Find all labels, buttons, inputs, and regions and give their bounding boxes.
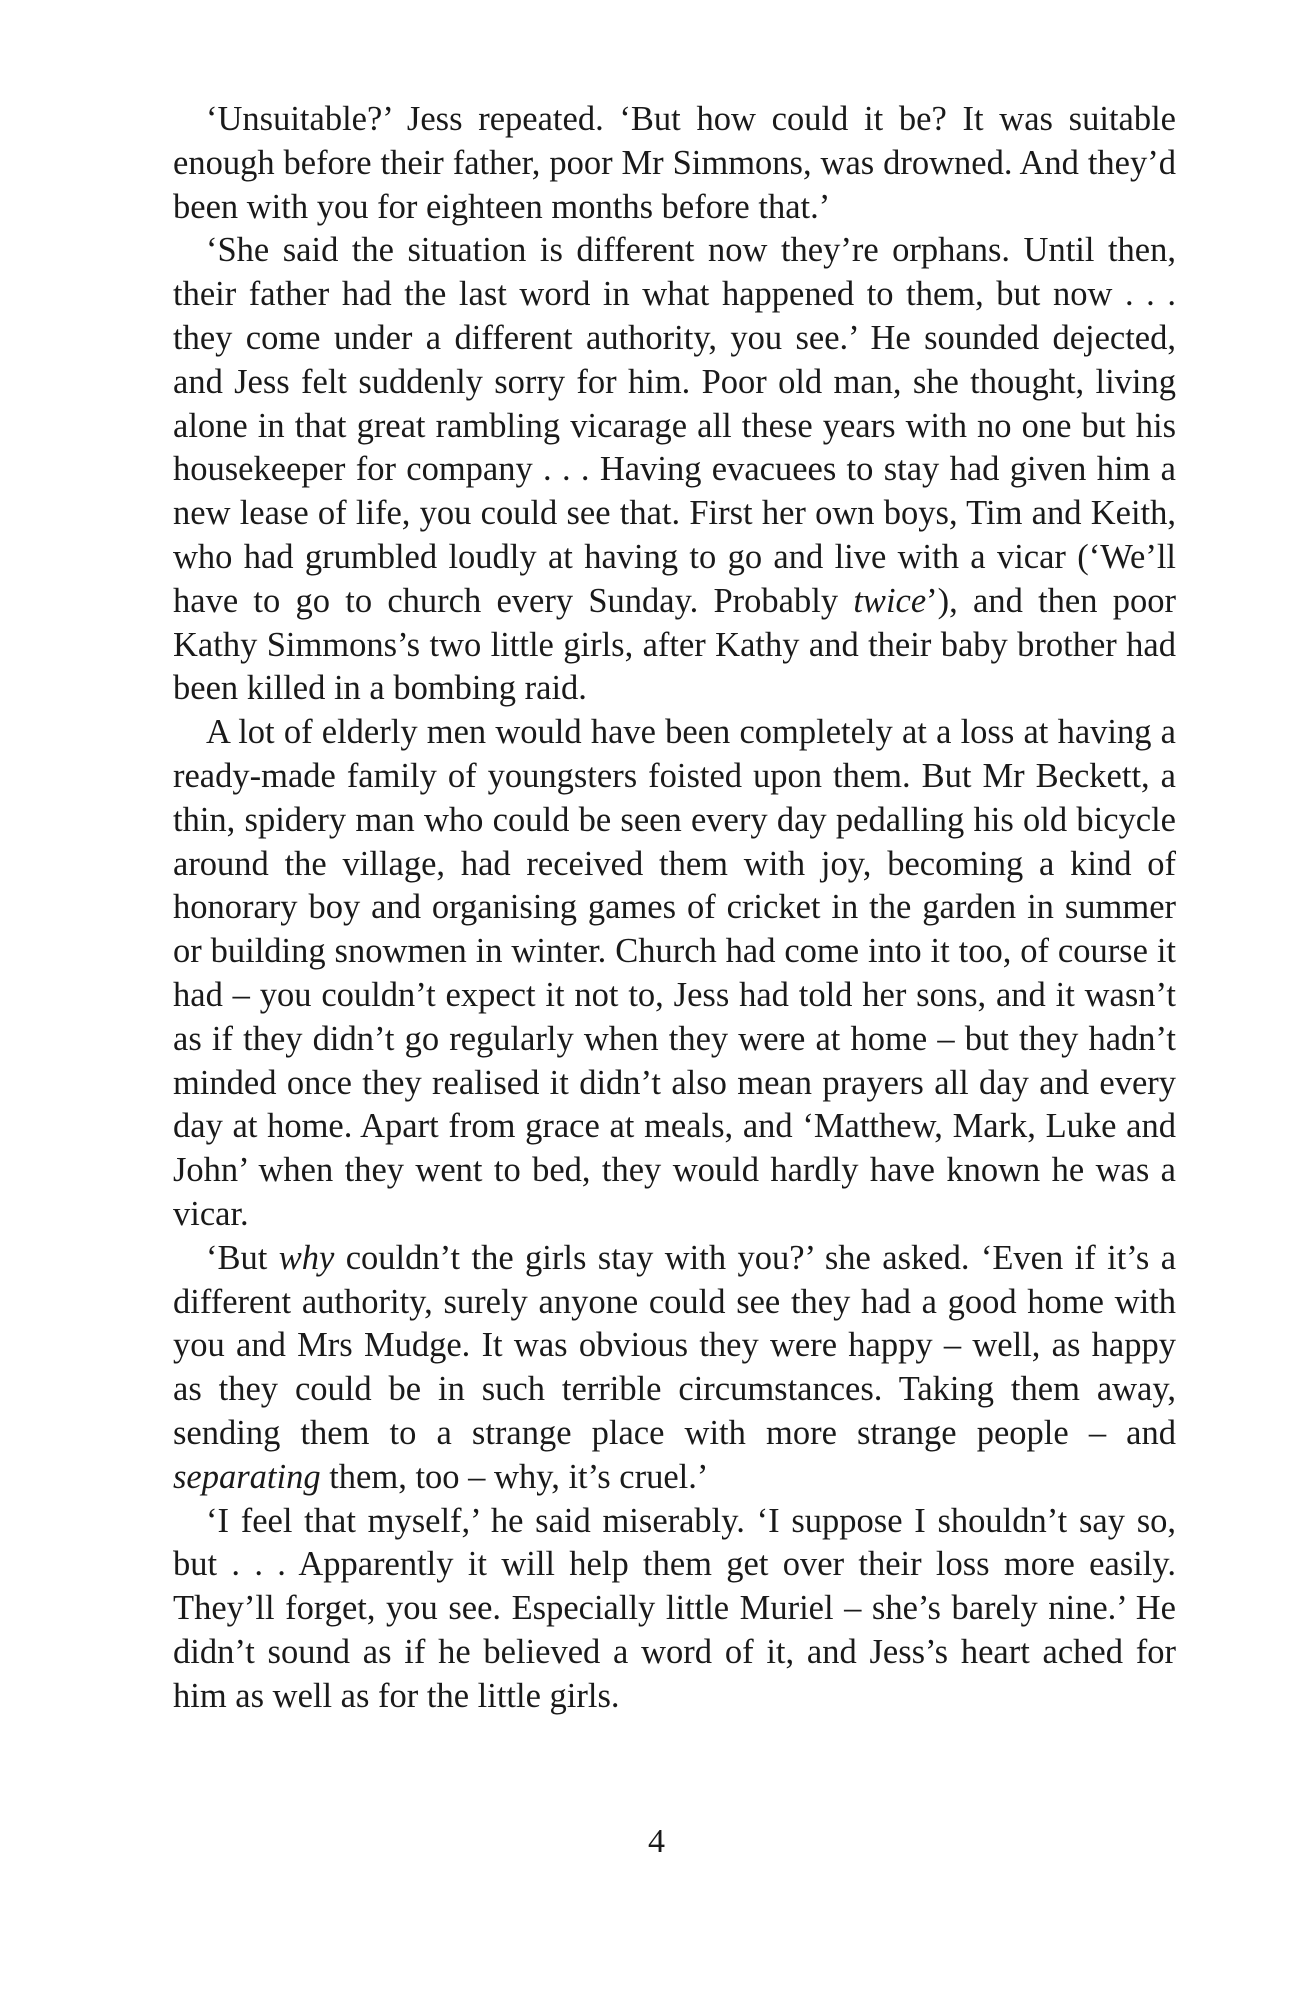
text-run: ‘I feel that myself,’ he said miserably. ‘I suppose I shouldn’t say so, but . . . Apparently it will help them get over their loss more easily. They’ll forget, you see. Especially little Muriel – she’s barely nine.’ He didn’t sound as if he believed a word of it, and Jess’s heart ached for him as well as for the little girls. [173, 1501, 1176, 1715]
text-run: ‘But [206, 1238, 279, 1277]
body-text [173, 98, 1176, 1718]
text-run: ‘Unsuitable?’ Jess repeated. ‘But how could it be? It was suitable enough before their father, poor Mr Simmons, was drowned. And they’d been with you for eighteen months before that.’ [173, 100, 1176, 226]
text-run: ’), and then poor Kathy Simmons’s two little girls, after Kathy and their baby brother had been killed in a bombing raid. [173, 581, 1176, 708]
paragraph [173, 98, 1176, 229]
text-run: ‘She said the situation is different now they’re orphans. Until then, their father had the last word in what happened to them, but now . . . they come under a different authority, you see.’ He sounded dejected, and Jess felt suddenly sorry for him. Poor old man, she thought, living alone in that great rambling vicarage all these years with no one but his housekeeper for company . . . Having evacuees to stay had given him a new lease of life, you could see that. First her own boys, Tim and Keith, who had grumbled loudly at having to go and live with a vicar (‘We’ll have to go to church every Sunday. Probably [173, 231, 1176, 620]
italic-run: separating [173, 1457, 321, 1496]
paragraph [173, 1237, 1176, 1500]
text-run: A lot of elderly men would have been completely at a loss at having a ready-made family of youngsters foisted upon them. But Mr Beckett, a thin, spidery man who could be seen every day pedalling his old bicycle around the village, had received them with joy, becoming a kind of honorary boy and organising games of cricket in the garden in summer or building snowmen in winter. Church had come into it too, of course it had – you couldn’t expect it not to, Jess had told her sons, and it wasn’t as if they didn’t go regularly when they were at home – but they hadn’t minded once they realised it didn’t also mean prayers all day and every day at home. Apart from grace at meals, and ‘Matthew, Mark, Luke and John’ when they went to bed, they would hardly have known he was a vicar. [173, 713, 1176, 1233]
text-run: them, too – why, it’s cruel.’ [320, 1457, 709, 1496]
italic-run: why [278, 1238, 335, 1277]
page-number: 4 [648, 1823, 665, 1860]
text-run: couldn’t the girls stay with you?’ she asked. ‘Even if it’s a different authority, surely anyone could see they had a good home with you and Mrs Mudge. It was obvious they were happy – well, as happy as they could be in such terrible circumstances. Taking them away, sending them to a strange place with more strange people – and [173, 1238, 1177, 1452]
paragraph [173, 1500, 1176, 1719]
paragraph [173, 229, 1176, 711]
paragraph [173, 711, 1176, 1237]
italic-run: twice [853, 581, 927, 620]
